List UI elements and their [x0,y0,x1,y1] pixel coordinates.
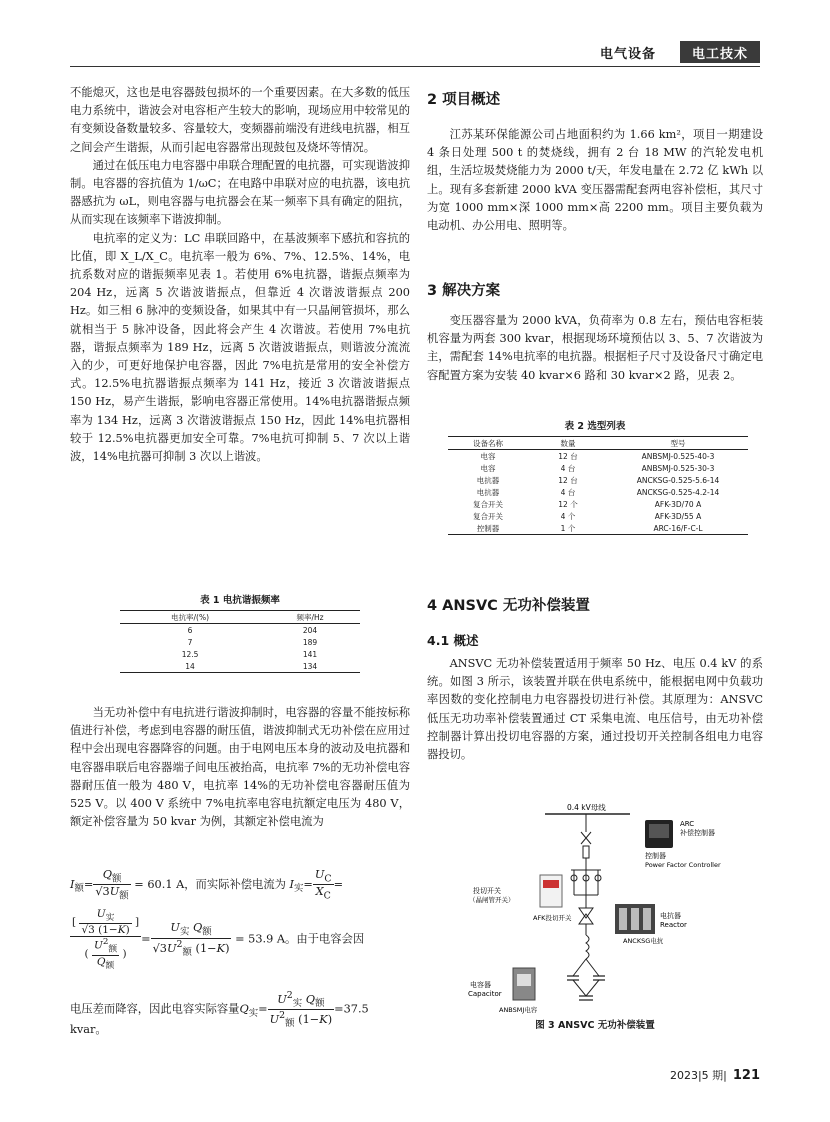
table-row [448,510,748,522]
paragraph-project: 江苏某环保能源公司占地面积约为 1.66 km²，项目一期建设 4 条日处理 500 t 的焚烧线，拥有 2 台 18 MW 的汽轮发电机组，生活垃圾焚烧能力为 2000 t/天，年发电量在 2.72 亿 kWh 以上。现有多套新建 2000 kVA 变压器需配套两电容补偿柜，其尺寸为宽 1000 mm×深 1000 mm×高 2200 mm。项目主要负载为电动机、办公用电、照明等。 [427,128,763,233]
formula-1-text: = 60.1 A，而实际补偿电流为 [134,877,286,891]
formula-2-text: = 53.9 A。由于电容会因 [235,932,365,946]
table-cell: 189 [302,637,318,647]
paragraph-ansvc: ANSVC 无功补偿装置适用于频率 50 Hz、电压 0.4 kV 的系统。如图 3 所示，该装置并联在供电系统中，能根据电网中负载功率因数的变化控制电力电容器投切进行补偿。其原理为：ANSVC 低压无功功率补偿装置通过 CT 采集电流、电压信号，由无功补偿控制器计算出投切电容器的方案，通过投切开关控制各组电力电容器投切。 [427,657,763,762]
formula-2: [ $\frac{U_实}{√3 (1-K)}$ ] ( $\frac{U^2_额}{Q_额}$ ) = $\frac{U_实 Q_额}{√3U^2_额 (1-K)}$ = 53.9 A。由于电容会因 [72,908,365,971]
table-cell: 134 [302,661,318,671]
anck-caption: ANCKSG电抗 [623,937,664,945]
capacitor-label-en: Capacitor [468,990,502,998]
table-row [448,450,748,463]
busbar-label: 0.4 kV母线 [567,803,606,812]
table-cell: 12.5 [181,649,199,659]
controller-caption-cn: 控制器 [645,852,666,860]
table1-caption: 表 1 电抗谐振频率 [200,595,280,606]
reactor-label-cn: 电抗器 [660,912,681,920]
left-column [70,84,410,466]
table-cell: ANCKSG-0.525-4.2-14 [636,487,720,497]
table2-caption: 表 2 选型列表 [564,421,626,432]
table-cell: 1 个 [560,523,576,533]
table-cell: 204 [302,625,318,635]
table-cell: 复合开关 [473,499,503,509]
table-row [120,648,360,660]
table-cell: 电抗器 [476,487,500,497]
reactor-coil-symbol [586,935,589,959]
formula-3-unit: kvar。 [70,1023,107,1036]
table-row [448,462,748,474]
formula-3: 电压差而降容，因此电容实际容量$Q_实=$ $\frac{U^2_实 Q_额}{U^2_额 (1-K)}$ =37.5 [70,990,369,1030]
afk-caption: AFK投切开关 [533,914,572,922]
controller-label-arc: ARC [680,820,695,828]
section-3-heading: 3 解决方案 [427,283,501,299]
table-cell: 电抗器 [476,475,500,485]
formula-3-text: 电压差而降容，因此电容实际容量 [70,1002,240,1016]
section-2-heading: 2 项目概述 [427,92,501,108]
header-category: 电气设备 [600,47,657,62]
paragraph-3: 电抗率的定义为：LC 串联回路中，在基波频率下感抗和容抗的比值，即 X_L/X_C。电抗率一般为 6%、7%、12.5%、14%，电抗系数对应的谐振频率见表 1。若使用 6%电抗器，谐振点频率为 204 Hz，远离 5 次谐波谐振点，但靠近 4 次谐波谐振点 200 Hz。如三相 6 脉冲的变频设备，如果其中有一只晶闸管损坏，那么就相当于 5 脉冲设备，因此将会产生 4 次谐波。若使用 7%电抗器，谐振点频率为 189 Hz，远离 5 次谐波谐振点，则谐波分流流入的少，可更好地保护电容器，因此 7%电抗是常用的安全补偿方式。12.5%电抗器谐振点频率为 141 Hz，接近 3 次谐波谐振点 150 Hz，易产生谐振，影响电容器正常使用。14%电抗器谐振点频率为 134 Hz，远离 3 次谐波谐振点 150 Hz，因此 14%电抗器相较于 12.5%电抗器更加安全可靠。7%电抗可抑制 5、7 次以上谐波，14%电抗器可抑制 3 次以上谐波。 [70,231,410,464]
page-footer [670,1067,760,1083]
table-cell: 复合开关 [473,511,503,521]
afk-switch-device-icon [540,875,562,907]
table-cell: 4 台 [560,463,576,473]
formula-1: $I_额=$ $\frac{Q_额}{√3U_额}$ = 60.1 A，而实际补偿电流为 $I_实=$ $\frac{U_C}{X_C}$ = [70,868,344,902]
paragraph-2: 通过在低压电力电容器中串联合理配置的电抗器，可实现谐波抑制。电容器的容抗值为 1/ωC；在电路中串联对应的电抗器，该电抗器感抗为 ωL，则电容器与电抗器会在某一频率下具有确定的阻抗，从而实现在该频率下谐波抑制。 [70,158,410,227]
table-cell: 6 [187,625,193,635]
controller-label-cn: 补偿控制器 [680,829,715,837]
table-cell: 7 [187,637,193,647]
controller-caption-en: Power Factor Controller [645,861,721,869]
table-cell: 电容 [480,463,496,473]
table-cell: ANBSMJ-0.525-40-3 [641,451,715,461]
section-4-1-body [427,655,763,764]
table-cell: 4 台 [560,487,576,497]
table-cell: 控制器 [476,523,500,533]
table1-header-cell: 电抗率/(%) [171,612,210,622]
paragraph-4: 当无功补偿中有电抗进行谐波抑制时，电容器的容量不能按标称值进行补偿，考虑到电容器的耐压值，谐波抑制式无功补偿在应用过程中会出现电容器降容的问题。由于电网电压本身的波动及电抗器和电容器串联后电容器端子间电压被抬高，电抗率 7%的无功补偿电容器耐压值一般为 480 V，电抗率 14%的无功补偿电容器耐压值为 525 V。以 400 V 系统中 7%电抗率电容电抗额定电压为 480 V，额定补偿容量为 50 kvar 为例，其额定补偿电流为 [70,706,410,829]
table1-header-cell: 频率/Hz [296,612,324,622]
reactor-label-en: Reactor [660,921,687,929]
figure-3-caption: 图 3 ANSVC 无功补偿装置 [535,1020,655,1031]
switch-label: 投切开关 [473,887,501,895]
header-section-badge: 电工技术 [680,41,760,63]
capacitor-label-plate [517,974,531,986]
header-rule [70,66,760,67]
capacitor-label-cn: 电容器 [470,981,491,989]
fuse-symbol [583,846,589,858]
page-header [0,0,830,70]
formula-3-value: =37.5 [334,1002,369,1016]
thyristor-symbol [579,908,593,924]
controller-screen [649,824,669,838]
section-2-body [427,126,763,235]
table2-header [448,437,748,450]
section-3-body [427,312,763,385]
table-cell: ANCKSG-0.525-5.6-14 [636,475,720,485]
table-row [120,636,360,648]
table-cell: ANBSMJ-0.525-30-3 [641,463,715,473]
capacitor-symbol-2 [579,996,593,1000]
figure-3-diagram [455,800,745,1030]
table-cell: AFK-3D/70 A [654,499,702,509]
table-cell: 14 [185,661,195,671]
table-cell: 12 台 [558,451,578,461]
afk-switch-panel [543,880,559,888]
table2-header-cell: 数量 [560,438,576,448]
anbs-caption: ANBSMJ电容 [499,1006,538,1014]
table2-header-cell: 设备名称 [473,438,503,448]
table-cell: AFK-3D/55 A [654,511,702,521]
table2-header-cell: 型号 [670,438,686,448]
table-cell: 电容 [480,451,496,461]
table-row [120,624,360,637]
page-number: 121 [732,1068,760,1083]
table-cell: 141 [302,649,318,659]
left-column-lower [70,704,410,831]
table-cell: 12 个 [558,499,578,509]
issue-label: 2023|5 期| [669,1069,727,1082]
delta-bottom-lines [573,980,599,996]
table1 [120,610,360,673]
table-row [448,486,748,498]
table-cell: ARC-16/F-C-L [653,523,703,533]
breaker-symbol [581,832,591,844]
paragraph-solution: 变压器容量为 2000 kVA，负荷率为 0.8 左右，预估电容柜装机容量为两套 300 kvar，根据现场环境预估以 3、5、7 次谐波为主，需配套 14%电抗率的电抗器。根据柜子尺寸及设备尺寸确定电容配置方案为安装 40 kvar×6 路和 30 kvar×2 路，见表 2。 [427,314,763,382]
delta-lines [573,959,599,976]
table-row [448,474,748,486]
table-row [448,522,748,535]
table-cell: 12 台 [558,475,578,485]
capacitor-symbol [567,976,605,980]
section-4-heading: 4 ANSVC 无功补偿装置 [427,598,590,614]
table-row [448,498,748,510]
table1-header [120,611,360,624]
switch-sublabel: （晶闸管开关） [469,896,515,904]
table2 [448,436,748,535]
paragraph-1: 不能熄灭，这也是电容器鼓包损坏的一个重要因素。在大多数的低压电力系统中，谐波会对电容柜产生较大的影响，现场应用中较常见的有变频设备数量较多、容量较大，变频器前端没有进线电抗器，相互之间会产生谐振，从而引起电容器常出现鼓包及烧坏等情况。 [70,86,410,154]
table-row [120,660,360,673]
section-4-1-heading: 4.1 概述 [427,633,479,648]
table-cell: 4 个 [560,511,576,521]
